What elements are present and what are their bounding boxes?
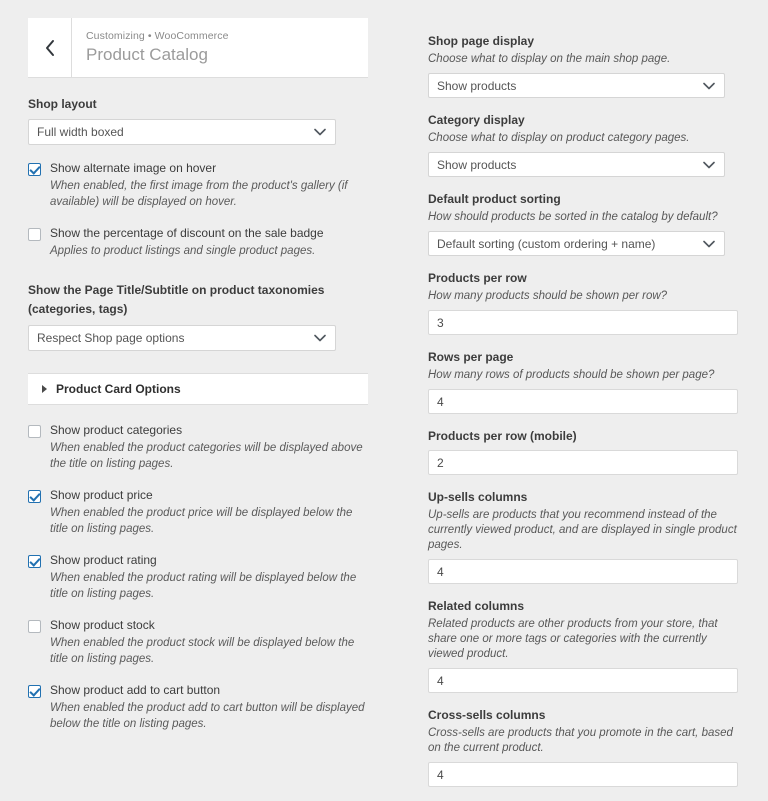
chevron-down-icon [703, 237, 715, 251]
chevron-down-icon [703, 79, 715, 93]
checkbox-product-stock[interactable] [28, 620, 41, 633]
panel-body [28, 78, 368, 732]
checkbox-product-add-to-cart[interactable] [28, 685, 41, 698]
cross-sells-columns-desc: Cross-sells are products that you promote in the cart, based on the current product. [428, 727, 733, 754]
shop-page-display-select[interactable] [428, 73, 725, 98]
products-per-row-desc: How many products should be shown per row? [428, 290, 668, 302]
shop-page-display-value: Show products [437, 78, 517, 93]
chevron-down-icon [314, 331, 326, 345]
checkbox-row-alternate-image[interactable] [28, 161, 368, 210]
field-shop-page-display [428, 33, 740, 98]
related-columns-input[interactable] [428, 668, 738, 693]
chevron-down-icon [703, 158, 715, 172]
settings-column [428, 33, 740, 801]
checkbox-row-product-rating[interactable] [28, 553, 368, 602]
products-per-row-mobile-label: Products per row (mobile) [428, 429, 577, 443]
checkbox-product-categories[interactable] [28, 425, 41, 438]
cross-sells-columns-input[interactable] [428, 762, 738, 787]
checkbox-alternate-image-label: Show alternate image on hover [50, 161, 217, 175]
checkbox-product-price-desc: When enabled the product price will be displayed below the title on listing pages. [50, 507, 353, 535]
checkbox-product-rating-desc: When enabled the product rating will be displayed below the title on listing pages. [50, 572, 357, 600]
checkbox-product-rating-label: Show product rating [50, 553, 157, 567]
products-per-row-input[interactable] [428, 310, 738, 335]
rows-per-page-desc: How many rows of products should be shown per page? [428, 369, 715, 381]
page-title-subtitle-label: Show the Page Title/Subtitle on product taxonomies (categories, tags) [28, 283, 325, 316]
shop-layout-select[interactable] [28, 119, 336, 145]
checkbox-row-product-categories[interactable] [28, 423, 368, 472]
field-rows-per-page [428, 349, 740, 414]
triangle-right-icon [42, 385, 47, 393]
panel-header [28, 18, 368, 78]
checkbox-product-stock-label: Show product stock [50, 618, 155, 632]
related-columns-desc: Related products are other products from your store, that share one or more tags or categories with the currently viewed product. [428, 618, 718, 660]
product-card-options-list [28, 405, 368, 732]
field-page-title-subtitle [28, 281, 368, 351]
accordion-product-card-options-label: Product Card Options [56, 382, 181, 396]
page-title-subtitle-value: Respect Shop page options [37, 331, 185, 345]
checkbox-product-add-to-cart-label: Show product add to cart button [50, 683, 221, 697]
category-display-label: Category display [428, 113, 525, 127]
category-display-desc: Choose what to display on product category pages. [428, 132, 690, 144]
rows-per-page-input[interactable] [428, 389, 738, 414]
up-sells-columns-input[interactable] [428, 559, 738, 584]
checkbox-row-product-add-to-cart[interactable] [28, 683, 368, 732]
up-sells-columns-label: Up-sells columns [428, 490, 528, 504]
chevron-left-icon [44, 39, 56, 57]
checkbox-row-sale-badge-percentage[interactable] [28, 226, 368, 259]
cross-sells-columns-label: Cross-sells columns [428, 708, 546, 722]
products-per-row-mobile-input[interactable] [428, 450, 738, 475]
shop-layout-label: Shop layout [28, 97, 97, 111]
shop-layout-value: Full width boxed [37, 125, 124, 139]
checkbox-sale-badge-percentage-label: Show the percentage of discount on the sale badge [50, 226, 324, 240]
related-columns-label: Related columns [428, 599, 525, 613]
panel-header-text [72, 18, 229, 77]
chevron-down-icon [314, 125, 326, 139]
rows-per-page-label: Rows per page [428, 350, 514, 364]
default-product-sorting-desc: How should products be sorted in the catalog by default? [428, 211, 718, 223]
checkbox-row-product-price[interactable] [28, 488, 368, 537]
field-cross-sells-columns [428, 707, 740, 787]
field-products-per-row-mobile [428, 428, 740, 475]
checkbox-alternate-image[interactable] [28, 163, 41, 176]
checkbox-product-price-label: Show product price [50, 488, 153, 502]
products-per-row-label: Products per row [428, 271, 527, 285]
field-default-product-sorting [428, 191, 740, 256]
checkbox-alternate-image-desc: When enabled, the first image from the product's gallery (if available) will be displayed on hover. [50, 180, 348, 208]
field-related-columns [428, 598, 740, 693]
category-display-value: Show products [437, 157, 517, 172]
customizer-panel [28, 18, 368, 732]
default-product-sorting-value: Default sorting (custom ordering + name) [437, 236, 656, 251]
checkbox-product-price[interactable] [28, 490, 41, 503]
accordion-product-card-options[interactable] [28, 373, 368, 405]
checkbox-product-rating[interactable] [28, 555, 41, 568]
up-sells-columns-desc: Up-sells are products that you recommend instead of the currently viewed product, and are displayed in single product pages. [428, 509, 737, 551]
field-category-display [428, 112, 740, 177]
field-up-sells-columns [428, 489, 740, 584]
field-products-per-row [428, 270, 740, 335]
checkbox-product-add-to-cart-desc: When enabled the product add to cart button will be displayed below the title on listing pages. [50, 702, 365, 730]
shop-page-display-desc: Choose what to display on the main shop page. [428, 53, 671, 65]
checkbox-sale-badge-percentage[interactable] [28, 228, 41, 241]
default-product-sorting-select[interactable] [428, 231, 725, 256]
category-display-select[interactable] [428, 152, 725, 177]
breadcrumb: Customizing • WooCommerce [86, 30, 229, 42]
checkbox-product-categories-label: Show product categories [50, 423, 183, 437]
page-title: Product Catalog [86, 45, 208, 64]
checkbox-sale-badge-percentage-desc: Applies to product listings and single product pages. [50, 245, 316, 257]
shop-page-display-label: Shop page display [428, 34, 535, 48]
checkbox-row-product-stock[interactable] [28, 618, 368, 667]
page-title-subtitle-select[interactable] [28, 325, 336, 351]
field-shop-layout [28, 96, 368, 145]
back-button[interactable] [28, 18, 72, 77]
default-product-sorting-label: Default product sorting [428, 192, 561, 206]
checkbox-product-categories-desc: When enabled the product categories will be displayed above the title on listing pages. [50, 442, 363, 470]
checkbox-product-stock-desc: When enabled the product stock will be displayed below the title on listing pages. [50, 637, 355, 665]
